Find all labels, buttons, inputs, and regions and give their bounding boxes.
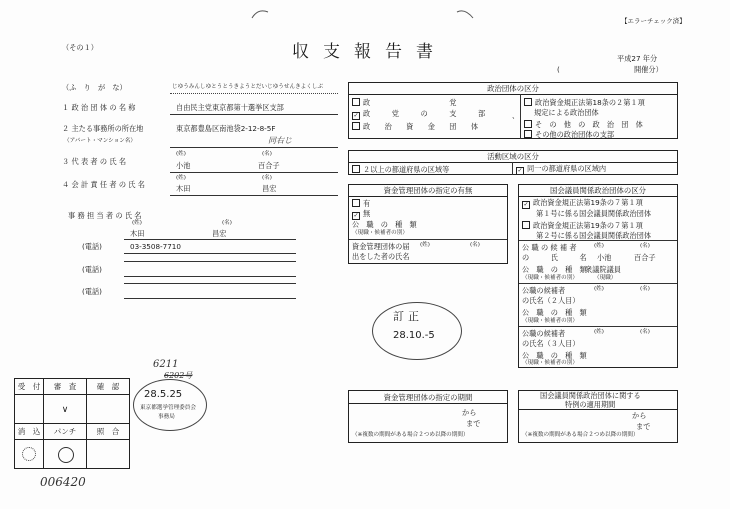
giin-koshoku: 公 職 の 種 類: [522, 265, 587, 274]
giin-kohosha2: 公職の候補者: [522, 286, 566, 295]
receipt-number: 6211: [153, 359, 179, 370]
sei-label: (姓): [594, 243, 604, 249]
kubun-header: 政治団体の区分: [348, 82, 678, 95]
kikan-note-2: （※複数の期間がある場合２つめ以降の期間）: [522, 432, 639, 438]
kikan-right-header2: 特例の適用期間: [565, 400, 616, 409]
reception-shogo: 照 合: [86, 423, 130, 440]
divider: [519, 326, 677, 327]
katsudo-option-1[interactable]: ２以上の都道府県の区域等: [352, 165, 449, 173]
divider: [170, 114, 338, 115]
clerk-mei: 昌宏: [212, 229, 227, 238]
shikin-yes[interactable]: 有: [352, 199, 370, 207]
receipt-org: 東京都選挙管理委員会: [140, 405, 196, 411]
tel-value: 03-3508-7710: [130, 242, 181, 251]
seal-mark: [22, 447, 36, 461]
shikin-header: 資金管理団体の指定の有無: [348, 184, 508, 197]
reception-cell: [14, 394, 44, 424]
mei-label: (名): [262, 151, 272, 157]
kubun-right-3[interactable]: その他の政治団体の支部: [524, 130, 614, 138]
shikin-koshoku: 公 職 の 種 類: [352, 220, 417, 229]
checkbox-6[interactable]: [352, 165, 360, 173]
giin-koshoku-3: 公 職 の 種 類: [522, 351, 587, 360]
handwritten-number: 006420: [40, 475, 86, 489]
divider: [124, 283, 296, 284]
kubun-left-2[interactable]: 政 治 資 金 団 体: [352, 122, 478, 130]
item3-label: ３ 代 表 者 の 氏 名: [62, 157, 127, 166]
giin-koshoku-2: 公 職 の 種 類: [522, 308, 587, 317]
giin-kohosha2b: の氏名（２人目）: [522, 296, 580, 305]
checkbox-0[interactable]: [352, 98, 360, 106]
sei-label: (姓): [594, 329, 604, 335]
giin-koshoku-sub: （現職・候補者の別）: [522, 275, 578, 281]
error-check-tag: 【エラーチェック済】: [621, 17, 686, 25]
representative-mei: 百合子: [258, 161, 280, 170]
tel-label: (電話): [82, 265, 102, 274]
reception-uketsuke: 受 付: [14, 378, 44, 395]
divider: [519, 240, 677, 241]
group-name: 自由民主党東京都第十選挙区支部: [176, 103, 284, 112]
divider: [170, 195, 338, 196]
item2-sub: （アパート・マンション名）: [64, 138, 137, 144]
shikin-no[interactable]: ✓ 無: [353, 209, 371, 219]
treasurer-mei: 昌宏: [262, 184, 277, 193]
shikin-todoke2: 出をした者の氏名: [352, 252, 410, 261]
katsudo-option-2[interactable]: ✓ 同一の都道府県の区域内: [517, 164, 607, 174]
corner-mark: [250, 6, 270, 20]
office-address: 東京都豊島区南池袋2-12-8-5F: [176, 124, 276, 133]
giin-kohosha3: 公職の候補者: [522, 329, 566, 338]
clerk-label: 事 務 担 当 者 の 氏 名: [68, 211, 142, 220]
sei-label: (姓): [594, 286, 604, 292]
mei-label: (名): [470, 242, 480, 248]
kikan-left-header: 資金管理団体の指定の期間: [348, 390, 508, 404]
corner-mark: [455, 6, 475, 20]
kaisan: 開催分）: [634, 65, 663, 74]
giin-opt1[interactable]: ✓ 政治資金規正法第19条の７第１項: [523, 198, 643, 208]
divider: [519, 283, 677, 284]
checkbox-1[interactable]: ✓: [353, 112, 359, 119]
giin-header: 国会議員関係政治団体の区分: [518, 184, 678, 197]
mei-label: (名): [262, 175, 272, 181]
receipt-date: 28.5.25: [144, 389, 183, 400]
kubun-right-2[interactable]: そ の 他 の 政 治 団 体: [524, 120, 643, 128]
sei-label: (姓): [420, 242, 430, 248]
giin-koshoku-sub-3: （現職・候補者の別）: [522, 360, 578, 366]
mei-label: (名): [222, 220, 232, 226]
mei-label: (名): [640, 286, 650, 292]
receipt-stamp: [133, 379, 207, 431]
kikan-note: （※複数の期間がある場合２つめ以降の期間）: [352, 432, 469, 438]
kaisan-open: (: [557, 65, 560, 74]
divider: [520, 94, 521, 139]
giin-kohosha3b: の氏名（３人目）: [522, 339, 580, 348]
divider: [124, 239, 296, 240]
divider: [124, 253, 296, 254]
page-number: （その１）: [62, 43, 98, 52]
reception-shinsa-mark: ∨: [43, 394, 87, 424]
representative-sei: 小池: [176, 161, 191, 170]
divider: [170, 172, 338, 173]
item1-label: １ 政 治 団 体 の 名 称: [62, 103, 136, 112]
sei-label: (姓): [132, 220, 142, 226]
teisei-stamp: [372, 302, 462, 360]
sei-label: (姓): [176, 175, 186, 181]
checkbox-7[interactable]: ✓: [517, 167, 523, 174]
receipt-org2: 事務局: [158, 414, 175, 420]
clerk-sei: 木田: [130, 229, 145, 238]
koshoku-sub-value: （現職）: [594, 275, 617, 281]
kikan-to-2: まで: [636, 422, 651, 431]
checkbox-2[interactable]: [352, 122, 360, 130]
giin-opt2b: 第２号に係る国会議員関係政治団体: [536, 231, 652, 240]
checkbox-5[interactable]: [524, 130, 532, 138]
address-handwritten: 同右じ: [268, 136, 292, 145]
checkbox-8[interactable]: [352, 199, 360, 207]
checkbox-4[interactable]: [524, 120, 532, 128]
divider: [170, 93, 338, 94]
reception-keshikomi: 消 込: [14, 423, 44, 440]
checkbox-9[interactable]: ✓: [353, 212, 359, 219]
reception-cell: [14, 439, 44, 469]
page-title: 収支報告書: [292, 42, 447, 62]
furigana-label: （ふ り が な）: [62, 83, 127, 92]
divider: [124, 276, 296, 277]
kikan-right-header1: 国会議員関係政治団体に関する: [540, 391, 641, 400]
teisei-date: 28.10.-5: [393, 330, 435, 341]
divider: [124, 298, 296, 299]
kubun-left-1[interactable]: ✓ 政 党 の 支 部: [353, 109, 486, 119]
giin-koshoku-sub-2: （現職・候補者の別）: [522, 318, 578, 324]
item4-label: ４ 会 計 責 任 者 の 氏 名: [62, 180, 145, 189]
kikan-to: まで: [466, 419, 481, 428]
kubun-left-0[interactable]: 政 党: [352, 98, 456, 106]
checkbox-11[interactable]: [522, 221, 530, 229]
checkbox-10[interactable]: ✓: [523, 201, 529, 208]
mei-label: (名): [640, 329, 650, 335]
checkbox-3[interactable]: [524, 98, 532, 106]
katsudo-header: 活動区域の区分: [348, 150, 678, 163]
reception-punch: パンチ: [43, 423, 87, 440]
year: 平成27 年分: [617, 54, 658, 63]
tel-label: (電話): [82, 287, 102, 296]
koshoku-value: 衆議院議員: [585, 265, 621, 274]
treasurer-sei: 木田: [176, 184, 191, 193]
candidate-sei: 小池: [597, 253, 612, 262]
reception-cell: [86, 439, 130, 469]
divider: [124, 261, 296, 262]
giin-opt1b: 第１号に係る国会議員関係政治団体: [536, 209, 652, 218]
divider: [349, 239, 507, 240]
comma: 、: [512, 111, 520, 120]
candidate-mei: 百合子: [634, 253, 656, 262]
kikan-from-2: から: [632, 411, 647, 420]
kubun-right-1: 規定による政治団体: [534, 108, 599, 117]
giin-kohosha: 公 職 の 候 補 者: [522, 243, 577, 252]
teisei-text: 訂正: [393, 310, 423, 323]
divider: [170, 147, 338, 148]
giin-opt2[interactable]: 政治資金規正法第19条の７第１項: [522, 221, 643, 229]
reception-cell: [86, 394, 130, 424]
seal-mark: [58, 447, 74, 463]
receipt-number-old: 6202号: [164, 371, 193, 380]
reception-shinsa: 審 査: [43, 378, 87, 395]
giin-shimei: の 氏 名: [522, 253, 587, 262]
reception-kakunin: 確 認: [86, 378, 130, 395]
item2-label: ２ 主たる事務所の所在地: [62, 124, 144, 133]
mei-label: (名): [640, 243, 650, 249]
sei-label: (姓): [176, 151, 186, 157]
divider: [512, 162, 513, 175]
shikin-koshoku-sub: （現職・候補者の別）: [352, 230, 408, 236]
kubun-right-0[interactable]: 政治資金規正法第18条の２第１項: [524, 98, 645, 106]
kikan-from: から: [462, 408, 477, 417]
shikin-todoke: 資金管理団体の届: [352, 242, 410, 251]
tel-label: (電話): [82, 242, 102, 251]
reception-cell: [43, 439, 87, 469]
furigana-value: じゆうみんしゆとうとうきようとだいじゆうせんきよくしぶ: [172, 84, 324, 90]
